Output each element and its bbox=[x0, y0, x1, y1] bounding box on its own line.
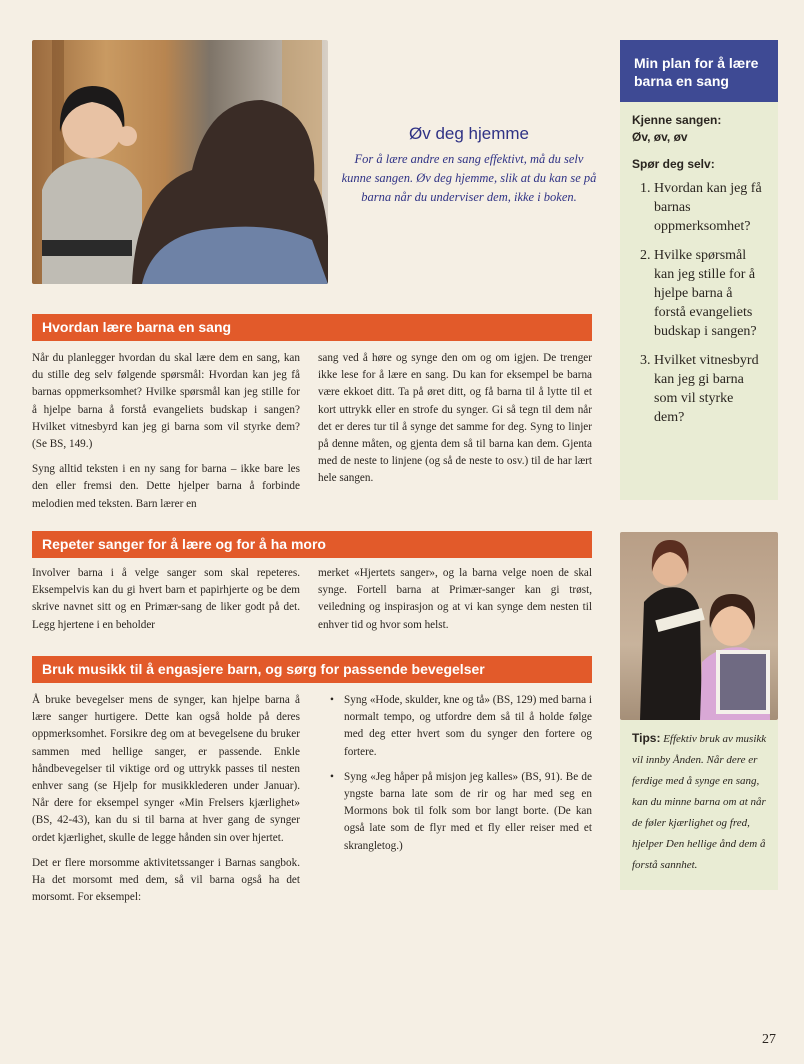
paragraph: Når du planlegger hvordan du skal lære dem en sang, kan du stille deg selv følgende spørsmål: Hvordan kan jeg få barnas oppmerksomhet? Hvilke spørsmål kan jeg stille for å hjelpe barna å forstå evangeliets budskap i sangen? Hvilket vitnesbyrd kan jeg gi barna som vil styrke dem? (Se BS, 149.) bbox=[32, 352, 300, 451]
paragraph: Det er flere morsomme aktivitetssanger i Barnas sangbok. Ha det morsomt med dem, så vil barna også ha det morsomt. For eksempel: bbox=[32, 856, 300, 904]
section-3-left-column bbox=[32, 692, 300, 914]
section-heading-1: Hvordan lære barna en sang bbox=[32, 314, 592, 341]
question-item: 3. Hvilket vitnesbyrd kan jeg gi barna som vil styrke dem? bbox=[654, 351, 766, 427]
photo-woman-and-girl bbox=[620, 532, 778, 720]
question-item: 2. Hvilke spørsmål kan jeg stille for å hjelpe barna å forstå evangeliets budskap i sangen? bbox=[654, 246, 766, 341]
tips-box bbox=[620, 720, 778, 890]
paragraph: Syng alltid teksten i en ny sang for barna – ikke bare les den eller fremsi den. Dette hjelper barna å forbinde melodien med teksten. Barn lærer en bbox=[32, 463, 300, 510]
question-item: 1. Hvordan kan jeg få barnas oppmerksomhet? bbox=[654, 179, 766, 236]
sidebar-title: Min plan for å lære barna en sang bbox=[620, 40, 778, 102]
paragraph: Involver barna i å velge sanger som skal repeteres. Eksempelvis kan du gi hvert barn et papirhjerte og be dem skrive navnet sitt og en Primær-sang de liker godt på det. Legg hjertene i en beholder bbox=[32, 567, 300, 631]
section-2-left-column bbox=[32, 565, 300, 642]
paragraph: merket «Hjertets sanger», og la barna velge noen de skal synge. Fortell barna at Primær-sanger kan gi trøst, veiledning og inspirasjon og at vi kan synge dem nesten til enhver tid og hvor som helst. bbox=[318, 567, 592, 631]
intro-text: For å lære andre en sang effektivt, må du selv kunne sangen. Øv deg hjemme, slik at du kan se på barna når du underviser dem, ikke i boken. bbox=[341, 152, 597, 204]
bullet-list bbox=[330, 692, 592, 855]
page-number: 27 bbox=[762, 1032, 776, 1047]
intro-title: Øv deg hjemme bbox=[409, 124, 529, 143]
tips-text: Effektiv bruk av musikk vil innby Ånden. Når dere er ferdige med å synge en sang, kan du minne barna om at når de føler kjærlighet og fred, hjelper Den hellige ånd dem å forstå sannhet. bbox=[632, 733, 767, 871]
know-label: Kjenne sangen: bbox=[632, 113, 722, 127]
question-list bbox=[632, 179, 766, 427]
know-value: Øv, øv, øv bbox=[632, 130, 688, 144]
section-2-right-column bbox=[318, 565, 592, 642]
photo-woman-teaching bbox=[32, 40, 328, 284]
section-heading-3: Bruk musikk til å engasjere barn, og sørg for passende bevegelser bbox=[32, 656, 592, 683]
section-heading-2: Repeter sanger for å lære og for å ha moro bbox=[32, 531, 592, 558]
section-3-right-column bbox=[330, 692, 592, 863]
section-1-right-column bbox=[318, 350, 592, 496]
tips-label: Tips: bbox=[632, 731, 661, 745]
list-item: • Syng «Jeg håper på misjon jeg kalles» (BS, 91). Be de yngste barna late som de rir og har med seg en Mormons bok til folk som bor langt borte. (De kan også late som de flyr med et fly eller reiser med et skrangletog.) bbox=[342, 769, 592, 855]
intro-box bbox=[340, 124, 598, 207]
ask-label: Spør deg selv: bbox=[632, 157, 715, 171]
list-item: • Syng «Hode, skulder, kne og tå» (BS, 129) med barna i normalt tempo, og utfordre dem så til å holde følge med deg etter hvert som du synger den fortere og fortere. bbox=[342, 692, 592, 761]
paragraph: Å bruke bevegelser mens de synger, kan hjelpe barna å lære sanger hurtigere. Dette kan også holde på deres oppmerksomhet. Forsikre deg om at bevegelsene du bruker sammen med hellige sanger, er passende. Enkle håndbevegelser til viktige ord og uttrykk passes til nesten enhver sang (se Hjelp for musikklederen under Januar). Når dere for eksempel synger «Min Frelsers kjærlighet» (BS, 42-43), kan du si til barna at hver gang de synger ordet kjærlighet, skulle de legge hånden sin over hjertet. bbox=[32, 694, 300, 844]
section-1-left-column bbox=[32, 350, 300, 521]
paragraph: sang ved å høre og synge den om og om igjen. De trenger ikke lese for å lære en sang. Du kan for eksempel be barna være ekkoet ditt. Ta på øret ditt, og få barna til å lytte til et kort uttrykk eller en strofe du synger. Gi så tegn til dem når det er deres tur til å synge det samme for deg. Syng to linjer på denne måten, og gjenta dem så til barna kan dem. Gjenta med de neste to linjene (og så de neste to osv.) til de har lært hele sangen. bbox=[318, 352, 592, 485]
sidebar-plan bbox=[620, 40, 778, 500]
